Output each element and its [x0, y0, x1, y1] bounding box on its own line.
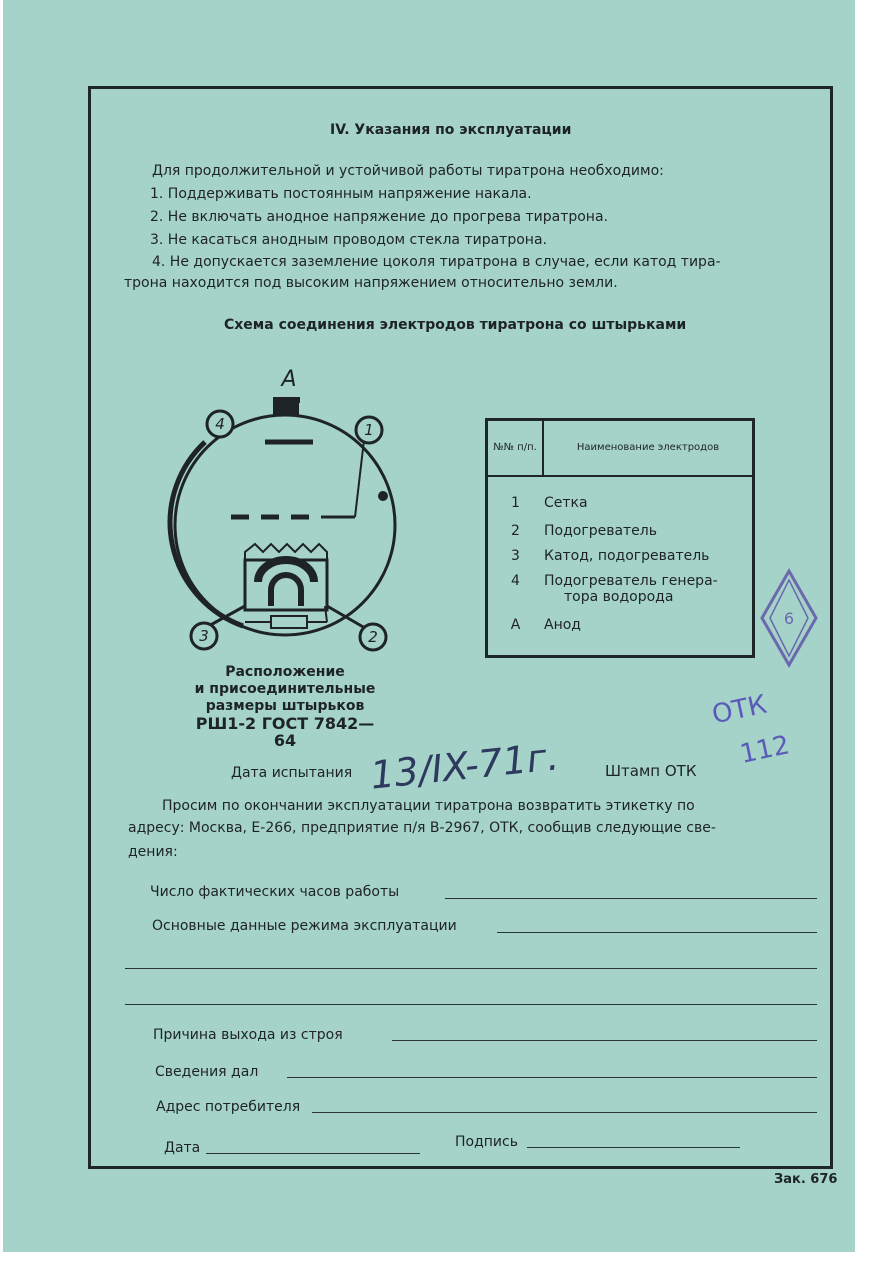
instruction-1: 1. Поддерживать постоянным напряжение накала.	[150, 186, 532, 202]
request-line-3: дения:	[128, 844, 178, 860]
instruction-4: 4. Не допускается заземление цоколя тиратрона в случае, если катод тира-	[152, 254, 721, 270]
row-num: 3	[511, 547, 520, 564]
diamond-stamp	[758, 568, 820, 668]
caption-line-2: и присоединительные	[194, 681, 376, 697]
request-line-1: Просим по окончании эксплуатации тиратрона возвратить этикетку по	[162, 798, 695, 814]
address-field[interactable]	[312, 1112, 817, 1113]
anode-label: А	[281, 367, 297, 392]
caption-line-1: Расположение	[225, 664, 345, 680]
table-header	[487, 420, 754, 477]
row-name-line-1: Подогреватель генера-	[544, 572, 718, 589]
otk-stamp-letters: ОТК	[709, 689, 770, 731]
mode-field-line-2[interactable]	[125, 968, 817, 969]
table-row	[487, 614, 754, 657]
test-date-label: Дата испытания	[231, 765, 353, 781]
caption-line-4: РШ1-2 ГОСТ 7842—64	[195, 714, 375, 750]
row-name: Катод, подогреватель	[544, 547, 710, 564]
hours-field[interactable]	[445, 898, 817, 899]
table-row	[487, 476, 754, 520]
otk-stamp-number: 112	[737, 730, 793, 770]
address-label: Адрес потребителя	[156, 1099, 301, 1115]
instruction-2: 2. Не включать анодное напряжение до прогрева тиратрона.	[150, 209, 608, 225]
caption-line-3: размеры штырьков	[205, 698, 365, 714]
diagram-caption	[185, 664, 385, 749]
info-label: Сведения дал	[155, 1064, 259, 1080]
order-number: Зак. 676	[774, 1172, 838, 1187]
row-num: А	[510, 616, 521, 633]
stamp-label: Штамп ОТК	[605, 762, 697, 780]
schema-title: Схема соединения электродов тиратрона со штырьками	[224, 317, 687, 333]
pin-label-2: 2	[368, 628, 378, 646]
row-name: Анод	[544, 616, 581, 633]
pin-diagram	[165, 360, 405, 660]
pin-label-1: 1	[364, 421, 374, 439]
test-date-value: 13/IX-71г.	[368, 734, 561, 798]
intro-text: Для продолжительной и устойчивой работы тиратрона необходимо:	[152, 163, 664, 179]
signature-field[interactable]	[527, 1147, 740, 1148]
table-header-name: Наименование электродов	[543, 420, 754, 477]
row-name-line-2: тора водорода	[564, 588, 674, 605]
row-name: Подогреватель	[544, 523, 657, 540]
signature-label: Подпись	[455, 1134, 518, 1150]
pin-label-3: 3	[199, 627, 209, 645]
row-num: 2	[511, 523, 520, 540]
table-row	[487, 545, 754, 570]
row-num: 1	[511, 495, 520, 511]
date-label: Дата	[164, 1140, 201, 1156]
table-row	[487, 520, 754, 545]
info-field[interactable]	[287, 1077, 817, 1078]
mode-label: Основные данные режима эксплуатации	[152, 918, 457, 934]
failure-field[interactable]	[392, 1040, 817, 1041]
table-header-num: №№ п/п.	[487, 420, 544, 477]
date-field[interactable]	[206, 1153, 420, 1154]
diamond-stamp-number: 6	[783, 609, 795, 628]
section-title: IV. Указания по эксплуатации	[330, 122, 572, 138]
row-num: 4	[511, 572, 520, 589]
electrode-table	[485, 418, 755, 658]
row-name	[543, 570, 754, 614]
request-line-2: адресу: Москва, Е-266, предприятие п/я В-2967, ОТК, сообщив следующие све-	[128, 820, 716, 836]
failure-label: Причина выхода из строя	[153, 1027, 343, 1043]
table-row	[487, 570, 754, 614]
instruction-3: 3. Не касаться анодным проводом стекла тиратрона.	[150, 232, 547, 248]
instruction-4-cont: трона находится под высоким напряжением относительно земли.	[124, 275, 618, 291]
row-name: Сетка	[544, 495, 588, 511]
pin-label-4: 4	[215, 415, 225, 433]
hours-label: Число фактических часов работы	[150, 884, 400, 900]
mode-field-line-3[interactable]	[125, 1004, 817, 1005]
mode-field[interactable]	[497, 932, 817, 933]
